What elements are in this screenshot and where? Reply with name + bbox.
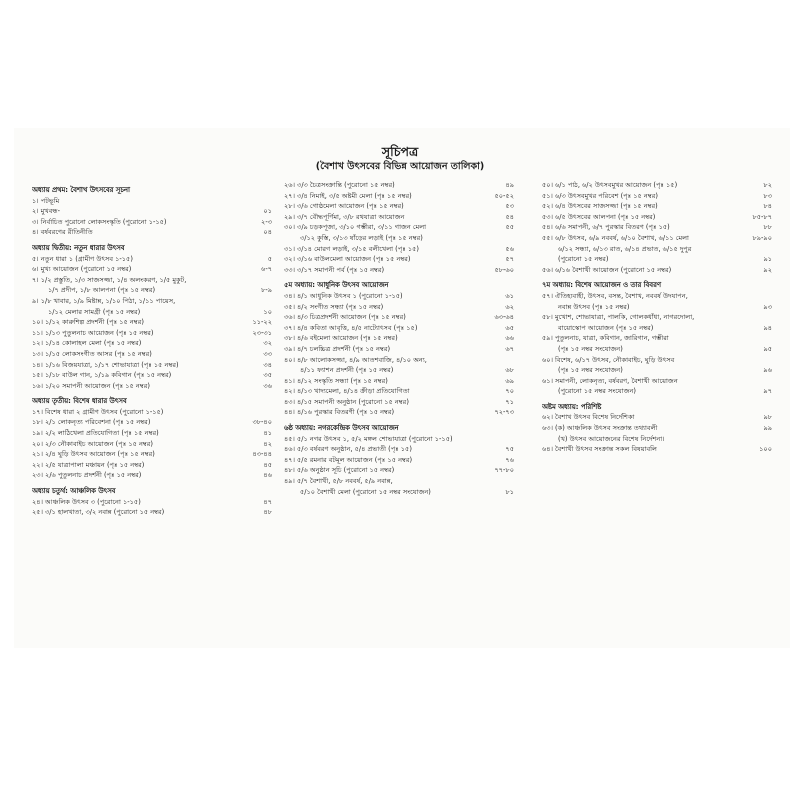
toc-page-number: ৪৬ bbox=[263, 471, 272, 480]
toc-entry-text: ৪৭। ৫/৫ রমনার বটমূল আয়োজন (পৃঃ ১৫ নম্বর) bbox=[284, 455, 413, 464]
toc-entry-text: অষ্টম অধ্যায়: পরিশিষ্ট bbox=[542, 402, 602, 411]
toc-row bbox=[284, 397, 514, 408]
toc-page-number: ৯৩ bbox=[763, 302, 772, 311]
toc-page-number: ৪২ bbox=[263, 439, 272, 448]
toc-page-number: ৩৬ bbox=[263, 381, 272, 390]
toc-page-number: ৫০-৫২ bbox=[494, 191, 514, 200]
toc-entry-text: ৭ম অধ্যায়: বিশেষ আয়োজন ও তার বিবরণ bbox=[542, 281, 661, 290]
toc-page-number: ৫ bbox=[267, 254, 272, 263]
toc-page-number: ৫৫ bbox=[505, 223, 514, 232]
toc-row bbox=[284, 487, 514, 498]
toc-entry-text: ৩৮। ৪/৬ বইমেলা আয়োজন (পৃঃ ১৫ নম্বর) bbox=[284, 334, 398, 343]
toc-entry-text: ৩২। ৩/১৬ বাউলমেলা আয়োজন (পৃঃ ১৫ নম্বর) bbox=[284, 255, 411, 264]
toc-entry-text: ২৯। ৩/৭ বৌদ্ধপূর্ণিমা, ৩/৮ রথযাত্রা আয়োজন bbox=[284, 212, 405, 221]
toc-row bbox=[284, 444, 514, 455]
toc-row bbox=[542, 180, 772, 191]
toc-row bbox=[32, 285, 272, 296]
toc-page-number: ৬৭ bbox=[505, 344, 514, 353]
toc-page-number: ৮৫-৮৭ bbox=[752, 212, 772, 221]
toc-entry-text: ১৭। বিশেষ ধারা ২ গ্রামীণ উৎসব (পুরোনো ১-১৫) bbox=[32, 407, 164, 416]
section-heading bbox=[284, 280, 514, 291]
toc-row bbox=[32, 338, 272, 349]
toc-page-number: ৫৪ bbox=[505, 212, 514, 221]
toc-page-number: ৯৭ bbox=[763, 387, 772, 396]
toc-entry-text: ২৩। ২/৬ পুতুলনাচ প্রদর্শনী (পৃঃ ১৫ নম্বর) bbox=[32, 471, 142, 480]
toc-entry-text: ৫০। ৬/১ পাঠ, ৬/২ উৎসবমুখর আয়োজন (পৃঃ ১৫) bbox=[542, 181, 678, 189]
toc-row bbox=[32, 328, 272, 339]
toc-row bbox=[542, 201, 772, 212]
toc-page-number: ৪১ bbox=[263, 429, 272, 438]
toc-page-number: ৬৯ bbox=[505, 376, 514, 385]
toc-page-number: ৭২-৭৩ bbox=[494, 408, 514, 417]
toc-entry-text: ৫২। ৬/৪ উৎসবের সাজসজ্জা (পৃঃ ১৫ নম্বর) bbox=[542, 202, 658, 211]
toc-page-number: ৮২ bbox=[763, 181, 772, 189]
section-heading bbox=[32, 486, 272, 497]
toc-row bbox=[32, 206, 272, 217]
toc-entry-text: (পৃঃ ১৫ নম্বর সংযোজন) bbox=[558, 344, 623, 353]
toc-row bbox=[542, 323, 772, 334]
toc-entry-text: ২৪। আঞ্চলিক উৎসব ৩ (পুরোনো ১-১৫) bbox=[32, 497, 141, 506]
toc-entry-text: অধ্যায় প্রথম: বৈশাখ উৎসবের সূচনা bbox=[32, 186, 130, 194]
toc-page-number: ০৪ bbox=[263, 228, 272, 237]
toc-entry-text: ১৮। ২/১ লোকনৃত্য পরিবেশনা (পৃঃ ১৫ নম্বর) bbox=[32, 418, 151, 427]
toc-entry-text: ১৩। ১/১৫ লোকসংগীত আসর (পৃঃ ১৫ নম্বর) bbox=[32, 349, 152, 358]
toc-entry-text: ৪৯। ৫/৭ বৈশাখী, ৫/৮ নববর্ষ, ৫/৯ নবান্ন, bbox=[284, 477, 393, 486]
toc-row bbox=[542, 333, 772, 344]
toc-page-number: ৩৫ bbox=[263, 371, 272, 380]
toc-entry-text: ৩৪। ৪/১ আধুনিক উৎসব ১ (পুরোনো ১-১৫) bbox=[284, 291, 403, 300]
toc-row bbox=[542, 244, 772, 255]
toc-entry-text: ৫৬। ৬/১৬ বৈশাখী আয়োজন (পুরোনো ১৫ নম্বর) bbox=[542, 265, 672, 274]
toc-entry-text: ২৮। ৩/৬ গোষ্ঠমেলা আয়োজন (পৃঃ ১৫ নম্বর) bbox=[284, 202, 404, 211]
toc-entry-text: ১৯। ২/২ লাঠিখেলা প্রতিযোগিতা (পৃঃ ১৫ নম্বর) bbox=[32, 429, 159, 438]
toc-entry-text: ৪৪। ৪/১৬ পুরস্কার বিতরণী (পৃঃ ১৫ নম্বর) bbox=[284, 408, 395, 417]
toc-row bbox=[32, 370, 272, 381]
toc-entry-text: বায়োস্কোপ আয়োজন (পৃঃ ১৫ নম্বর) bbox=[558, 323, 654, 332]
toc-page-number: ২৩-৩১ bbox=[252, 328, 272, 337]
toc-page-number: ৮১ bbox=[505, 487, 514, 496]
toc-entry-text: ২২। ২/৫ যাত্রাপালা মঞ্চায়ন (পৃঃ ১৫ নম্বর) bbox=[32, 460, 145, 469]
section-heading bbox=[32, 396, 272, 407]
toc-entry-text: ৫৭। ঐতিহ্যবাহী, উৎসব, বসন্ত, বৈশাখ, নববর্ষ উদযাপন, bbox=[542, 291, 688, 300]
toc-entry-text: ৬৩। (ক) আঞ্চলিক উৎসব সংক্রান্ত তথ্যাবলী bbox=[542, 424, 658, 433]
toc-page-number: ৯১ bbox=[763, 255, 772, 264]
toc-row bbox=[32, 296, 272, 307]
toc-row bbox=[284, 180, 514, 191]
toc-page-number: ১১-২২ bbox=[252, 318, 272, 327]
toc-page-number: ৮৮ bbox=[763, 223, 772, 232]
toc-page-number: ৮৪ bbox=[763, 202, 772, 211]
toc-entry-text: ১৫। ১/১৮ বাউল গান, ১/১৯ কবিগান (পৃঃ ১৫ নম্বর) bbox=[32, 371, 172, 380]
toc-entry-text: ৩। নির্বাচিত পুরোনো লোকসংস্কৃতি (পুরোনো ১-১৫) bbox=[32, 217, 167, 226]
toc-entry-text: ৩০। ৩/৯ চড়কপূজা, ৩/১০ গম্ভীরা, ৩/১১ গাজন মেলা bbox=[284, 223, 427, 232]
toc-row bbox=[542, 233, 772, 244]
toc-page-number: ৭১ bbox=[505, 397, 514, 406]
toc-entry-text: ৪৮। ৫/৬ অনুষ্ঠান সূচি (পুরোনো ১৫ নম্বর) bbox=[284, 466, 395, 475]
toc-entry-text: ৪/১১ ফ্যাশন প্রদর্শনী (পৃঃ ১৫ নম্বর) bbox=[300, 366, 394, 375]
page-title: সূচিপত্র bbox=[381, 144, 419, 159]
toc-row bbox=[542, 386, 772, 397]
toc-page-number: ৪৭ bbox=[263, 497, 272, 506]
toc-row bbox=[284, 212, 514, 223]
toc-entry-text: ৪৩। ৪/১৫ সমাপনী অনুষ্ঠান (পুরোনো ১৫ নম্বর) bbox=[284, 397, 409, 406]
toc-row bbox=[32, 307, 272, 318]
toc-entry-text: ৩৯। ৪/৭ চলচ্চিত্র প্রদর্শনী (পৃঃ ১৫ নম্বর) bbox=[284, 344, 391, 353]
toc-page-number: ৮৩ bbox=[763, 191, 772, 200]
toc-page-number: ৬৬ bbox=[505, 334, 514, 343]
toc-page-number: ২-৩ bbox=[261, 217, 272, 226]
toc-entry-text: ১/১২ মেলার সামগ্রী (পৃঃ ১৫ নম্বর) bbox=[48, 307, 141, 316]
toc-entry-text: ৫১। ৬/৩ উৎসবমুখর পরিবেশ (পৃঃ ১৫ নম্বর) bbox=[542, 191, 658, 200]
toc-row bbox=[32, 507, 272, 518]
section-heading bbox=[32, 185, 272, 196]
toc-row bbox=[284, 476, 514, 487]
toc-entry-text: ৬০। বিশেষ, ৬/১৭ উৎসব, নৌকাবাইচ, ঘুড়ি উৎসব bbox=[542, 355, 675, 364]
toc-page-number: ৯৫ bbox=[763, 344, 772, 353]
toc-page-number: ১০ bbox=[263, 307, 272, 316]
toc-row bbox=[284, 201, 514, 212]
toc-row bbox=[32, 227, 272, 238]
toc-entry-text: ৬। মুখ্য আয়োজন (পুরোনো ১৫ নম্বর) bbox=[32, 265, 132, 274]
toc-page-number: ৭৫ bbox=[505, 445, 514, 454]
toc-entry-text: ৪০। ৪/৮ আলোকসজ্জা, ৪/৯ আতশবাজি, ৪/১০ অন্য, bbox=[284, 355, 427, 364]
toc-entry-text: ৬১। সমাপনী, লোকনৃত্য, বর্ষবরণ, বৈশাখী আয়োজন bbox=[542, 376, 678, 385]
toc-entry-text: ১১। ১/১৩ পুতুলনাচ আয়োজন (পৃঃ ১৫ নম্বর) bbox=[32, 328, 154, 337]
toc-row bbox=[542, 365, 772, 376]
toc-page-number: ৬৩-৬৪ bbox=[494, 313, 514, 322]
toc-row bbox=[284, 312, 514, 323]
toc-entry-text: ৯। ১/৮ খাবার, ১/৯ মিষ্টান্ন, ১/১০ পিঠা, ১/১১ পায়েস, bbox=[32, 296, 176, 305]
toc-row bbox=[542, 222, 772, 233]
toc-page-number: ৯৮ bbox=[763, 413, 772, 422]
toc-page-number: ০১ bbox=[263, 207, 272, 216]
toc-entry-text: ৩৩। ৩/১৭ সমাপনী পর্ব (পৃঃ ১৫ নম্বর) bbox=[284, 265, 385, 274]
toc-page-number: ৩২ bbox=[263, 339, 272, 348]
toc-row bbox=[32, 470, 272, 481]
toc-row bbox=[284, 323, 514, 334]
section-heading bbox=[284, 423, 514, 434]
toc-row bbox=[32, 196, 272, 207]
toc-entry-text: ৩১। ৩/১৪ মোরগ লড়াই, ৩/১৫ বলীখেলা (পৃঃ ১৫) bbox=[284, 244, 419, 253]
toc-page-number: ৭৬ bbox=[505, 455, 514, 464]
toc-row bbox=[284, 434, 514, 445]
toc-entry-text: ৫৮। মুখোশ, শোভাযাত্রা, পালকি, গোলকধাঁধা, নাগরদোলা, bbox=[542, 313, 695, 322]
toc-row bbox=[284, 407, 514, 418]
toc-entry-text: ৫/১০ বৈশাখী মেলা (পুরোনো ১৫ নম্বর সংযোজন) bbox=[300, 487, 431, 496]
toc-row bbox=[542, 412, 772, 423]
toc-entry-text: ৫৪। ৬/৬ সমাপনী, ৬/৭ পুরস্কার বিতরণ (পৃঃ ১৫) bbox=[542, 223, 670, 232]
toc-entry-text: ১৬। ১/২০ সমাপনী আয়োজন (পৃঃ ১৫ নম্বর) bbox=[32, 381, 150, 390]
toc-page-number: ৬১ bbox=[505, 291, 514, 300]
section-heading bbox=[32, 243, 272, 254]
toc-page-number: ৪৫ bbox=[263, 460, 272, 469]
toc-row bbox=[284, 344, 514, 355]
toc-entry-text: নবান্ন উৎসব (পৃঃ ১৫ নম্বর) bbox=[558, 302, 630, 311]
toc-row bbox=[32, 360, 272, 371]
toc-entry-text: ৫৯। পুতুলনাচ, যাত্রা, কবিগান, জারিগান, গম্ভীরা bbox=[542, 334, 669, 343]
toc-row bbox=[542, 191, 772, 202]
toc-page-number: ৮৯-৯০ bbox=[752, 233, 772, 242]
toc-entry-text: ১। পটভূমি bbox=[32, 196, 60, 205]
toc-entry-text: ৬ষ্ঠ অধ্যায়: নগরকেন্দ্রিক উৎসব আয়োজন bbox=[284, 424, 399, 433]
toc-entry-text: অধ্যায় চতুর্থ: আঞ্চলিক উৎসব bbox=[32, 487, 116, 496]
toc-page-number: ৯৯ bbox=[763, 424, 772, 433]
toc-row bbox=[32, 428, 272, 439]
toc-entry-text: ৪২। ৪/১৩ খাদ্যমেলা, ৪/১৪ ক্রীড়া প্রতিযোগিতা bbox=[284, 387, 410, 396]
toc-row bbox=[542, 434, 772, 445]
toc-entry-text: ৫ম অধ্যায়: আধুনিক উৎসব আয়োজন bbox=[284, 281, 389, 290]
toc-row bbox=[284, 254, 514, 265]
toc-page-number: ১০০ bbox=[759, 445, 772, 454]
toc-entry-text: (খ) উৎসব আয়োজনের বিশেষ নির্দেশনা। bbox=[558, 434, 665, 443]
toc-page-number: ৫৬ bbox=[505, 244, 514, 253]
toc-entry-text: ৩৫। ৪/২ সংগীত সন্ধ্যা (পৃঃ ১৫ নম্বর) bbox=[284, 302, 384, 311]
toc-entry-text: ৪৬। ৫/৩ বর্ষবরণ অনুষ্ঠান, ৫/৪ প্রভাতী (পৃঃ ১৫) bbox=[284, 445, 412, 454]
toc-row bbox=[32, 381, 272, 392]
toc-page-number: ৬-৭ bbox=[261, 265, 272, 274]
toc-entry-text: ৭। ১/২ প্রস্তুতি, ১/৩ সাজসজ্জা, ১/৪ অলংকরণ, ১/৫ মুকুট, bbox=[32, 275, 187, 284]
toc-row bbox=[284, 244, 514, 255]
toc-entry-text: (পৃঃ ১৫ নম্বর সংযোজন) bbox=[558, 366, 623, 375]
toc-row bbox=[32, 217, 272, 228]
toc-page-number: ৪৮ bbox=[263, 508, 272, 517]
toc-row bbox=[542, 376, 772, 387]
toc-entry-text: অধ্যায় দ্বিতীয়: নতুন ধারার উৎসব bbox=[32, 243, 125, 252]
toc-entry-text: ২০। ২/৩ নৌকাবাইচ আয়োজন (পৃঃ ১৫ নম্বর) bbox=[32, 439, 154, 448]
toc-entry-text: ৫। নতুন ধারা ১ (গ্রামীণ উৎসব ১-১৫) bbox=[32, 254, 133, 263]
toc-row bbox=[542, 423, 772, 434]
toc-row bbox=[542, 265, 772, 276]
toc-row bbox=[32, 254, 272, 265]
toc-row bbox=[32, 349, 272, 360]
toc-row bbox=[284, 365, 514, 376]
toc-row bbox=[32, 449, 272, 460]
toc-row bbox=[542, 302, 772, 313]
toc-page-number: ৭৭-৮০ bbox=[494, 466, 514, 475]
toc-row bbox=[284, 222, 514, 233]
toc-entry-text: (পুরোনো ১৫ নম্বর) bbox=[558, 255, 609, 264]
toc-row bbox=[32, 417, 272, 428]
toc-entry-text: ২৫। ৩/১ হালখাতা, ৩/২ নবান্ন (পুরোনো ১৫ নম্বর) bbox=[32, 508, 165, 517]
toc-entry-text: ৬৪। বৈশাখী উৎসব সংক্রান্ত সকল বিষয়াবলি bbox=[542, 445, 657, 454]
toc-entry-text: ২৭। ৩/৪ নিমাই, ৩/৫ অষ্টমী মেলা (পৃঃ ১৫ নম্বর) bbox=[284, 191, 412, 200]
toc-entry-text: ৫৩। ৬/৫ উৎসবের আলপনা (পৃঃ ১৫ নম্বর) bbox=[542, 212, 656, 221]
toc-row bbox=[542, 312, 772, 323]
toc-column-2 bbox=[284, 180, 514, 497]
toc-row bbox=[284, 233, 514, 244]
toc-page-number: ৬৫ bbox=[505, 323, 514, 332]
toc-row bbox=[542, 254, 772, 265]
toc-entry-text: ৫৫। ৬/৮ উৎসব, ৬/৯ নববর্ষ, ৬/১০ বৈশাখ, ৬/১১ মেলা bbox=[542, 233, 689, 242]
toc-entry-text: ৪। বর্ষবরণের রীতিনীতি bbox=[32, 228, 93, 237]
toc-entry-text: (পুরোনো ১৫ নম্বর সংযোজন) bbox=[558, 387, 636, 396]
toc-row bbox=[32, 275, 272, 286]
toc-row bbox=[284, 265, 514, 276]
toc-column-3 bbox=[542, 180, 772, 455]
toc-row bbox=[542, 344, 772, 355]
toc-row bbox=[542, 291, 772, 302]
toc-entry-text: ৪১। ৪/১২ সংস্কৃতি সন্ধ্যা (পৃঃ ১৫ নম্বর) bbox=[284, 376, 388, 385]
toc-row bbox=[284, 191, 514, 202]
toc-entry-text: ১২। ১/১৪ কোলাহল মেলা (পৃঃ ১৫ নম্বর) bbox=[32, 339, 142, 348]
toc-row bbox=[284, 386, 514, 397]
section-heading bbox=[542, 402, 772, 413]
toc-page-number: ৯৬ bbox=[763, 366, 772, 375]
page-subtitle: (বৈশাখ উৎসবের বিভিন্ন আয়োজন তালিকা) bbox=[315, 161, 485, 172]
toc-page-number: ৩৩ bbox=[263, 349, 272, 358]
toc-entry-text: ১৪। ১/১৬ বিজয়যাত্রা, ১/১৭ শোভাযাত্রা (পৃঃ ১৫ নম্বর) bbox=[32, 360, 179, 369]
toc-page-number: ৫৭ bbox=[505, 255, 514, 264]
toc-page-number: ৯৪ bbox=[763, 323, 772, 332]
toc-entry-text: ৩৭। ৪/৪ কবিতা আবৃত্তি, ৪/৫ নাট্যোৎসব (পৃঃ ১৫) bbox=[284, 323, 418, 332]
toc-row bbox=[284, 291, 514, 302]
toc-page-number: ৪৩-৪৪ bbox=[252, 450, 272, 459]
toc-row bbox=[542, 212, 772, 223]
toc-entry-text: ২। মুখবন্ধ- bbox=[32, 207, 61, 216]
toc-page-number: ৫৩ bbox=[505, 202, 514, 211]
toc-row bbox=[32, 317, 272, 328]
toc-page-number: ৮-৯ bbox=[261, 286, 272, 295]
toc-page-number: ৪৯ bbox=[505, 181, 514, 189]
toc-row bbox=[284, 355, 514, 366]
toc-row bbox=[284, 302, 514, 313]
toc-entry-text: ২৬। ৩/৩ চৈত্রসংক্রান্তি (পুরোনো ১৫ নম্বর) bbox=[284, 181, 395, 189]
toc-entry-text: ৩/১২ কুস্তি, ৩/১৩ ষাঁড়ের লড়াই (পৃঃ ১৫ নম্বর) bbox=[300, 233, 423, 242]
toc-page-number: ৫৮-৬০ bbox=[494, 265, 514, 274]
toc-page-number: ৭০ bbox=[505, 387, 514, 396]
toc-entry-text: ৬২। বৈশাখ উৎসব বিশেষ নির্দেশিকা bbox=[542, 413, 635, 422]
toc-page-number: ৩৮-৪০ bbox=[252, 418, 272, 427]
toc-row bbox=[32, 460, 272, 471]
section-heading bbox=[542, 280, 772, 291]
toc-entry-text: ৬/১২ সন্ধ্যা, ৬/১৩ রাত, ৬/১৪ প্রভাত, ৬/১৫ দুপুর bbox=[558, 244, 692, 253]
toc-page-number: ৩৪ bbox=[263, 360, 272, 369]
toc-entry-text: অধ্যায় তৃতীয়: বিশেষ ধারার উৎসব bbox=[32, 397, 127, 406]
toc-entry-text: ১০। ১/১২ কারুশিল্প প্রদর্শনী (পৃঃ ১৫ নম্বর) bbox=[32, 318, 144, 327]
toc-entry-text: ২১। ২/৪ ঘুড়ি উৎসব আয়োজন (পৃঃ ১৫ নম্বর) bbox=[32, 450, 155, 459]
toc-page-number: ৬২ bbox=[505, 302, 514, 311]
toc-row bbox=[542, 444, 772, 455]
toc-row bbox=[32, 264, 272, 275]
toc-row bbox=[32, 497, 272, 508]
toc-page-number: ৯২ bbox=[763, 265, 772, 274]
toc-entry-text: ৪৫। ৫/১ নগর উৎসব ১, ৫/২ মঙ্গল শোভাযাত্রা (পুরোনো ১-১৫) bbox=[284, 434, 453, 443]
toc-page-number: ৬৮ bbox=[505, 366, 514, 375]
toc-row bbox=[32, 407, 272, 418]
toc-column-1 bbox=[32, 180, 272, 518]
toc-row bbox=[542, 355, 772, 366]
toc-entry-text: ১/৭ প্রদীপ, ১/৮ আলপনা (পৃঃ ১৫ নম্বর) bbox=[48, 286, 156, 295]
toc-row bbox=[284, 465, 514, 476]
toc-entry-text: ৩৬। ৪/৩ চিত্রপ্রদর্শনী আয়োজন (পৃঃ ১৫ নম্বর) bbox=[284, 313, 406, 322]
toc-row bbox=[284, 333, 514, 344]
toc-row bbox=[284, 455, 514, 466]
toc-row bbox=[32, 439, 272, 450]
toc-row bbox=[284, 376, 514, 387]
